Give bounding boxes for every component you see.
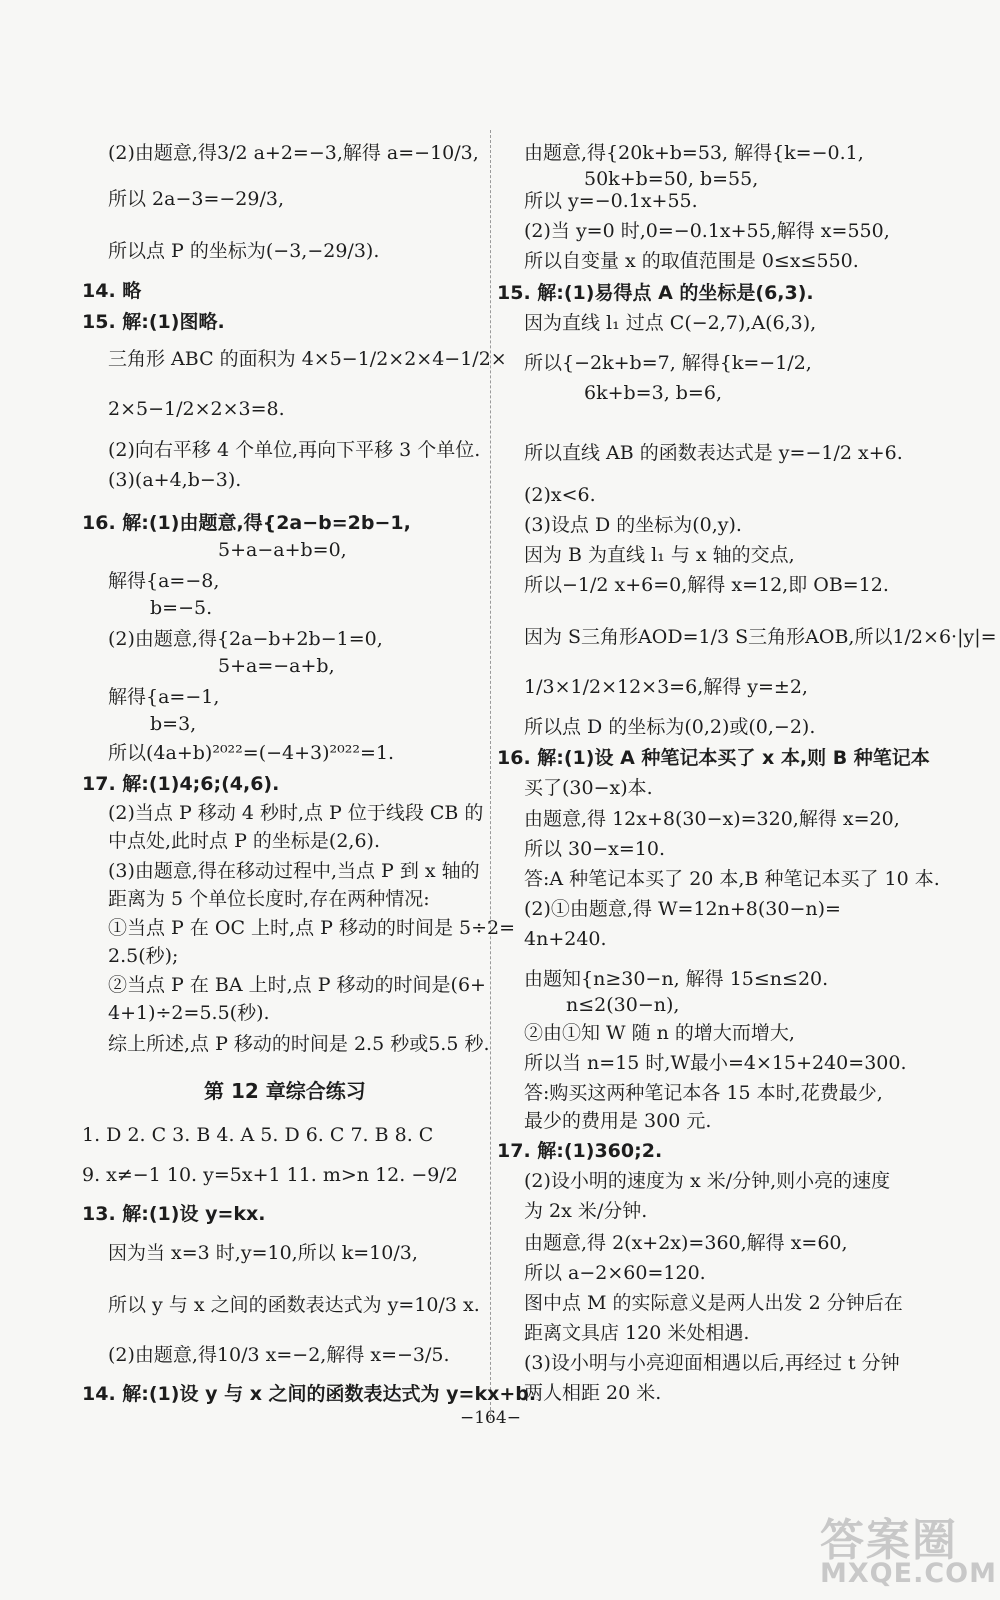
right-text-line: 答:购买这两种笔记本各 15 本时,花费最少,: [524, 1082, 883, 1104]
right-text-line: 由题意,得 2(x+2x)=360,解得 x=60,: [524, 1232, 848, 1254]
watermark: [820, 1504, 997, 1596]
right-text-line: n≤2(30−n),: [566, 994, 680, 1016]
right-text-line: 由题知{n≥30−n, 解得 15≤n≤20.: [524, 968, 829, 990]
right-text-line: 因为 S三角形AOD=1/3 S三角形AOB,所以1/2×6·|y|=: [524, 626, 997, 648]
right-text-line: 所以直线 AB 的函数表达式是 y=−1/2 x+6.: [524, 442, 903, 464]
left-text-line: 所以 2a−3=−29/3,: [108, 188, 285, 210]
right-text-line: 所以 30−x=10.: [524, 838, 665, 860]
left-text-line: ②当点 P 在 BA 上时,点 P 移动的时间是(6+: [108, 974, 486, 996]
right-text-line: 1/3×1/2×12×3=6,解得 y=±2,: [524, 676, 808, 698]
left-text-line: 17. 解:(1)4;6;(4,6).: [82, 773, 280, 795]
right-text-line: 为 2x 米/分钟.: [524, 1200, 648, 1222]
left-text-line: (2)由题意,得10/3 x=−2,解得 x=−3/5.: [108, 1344, 450, 1366]
left-text-line: 16. 解:(1)由题意,得{2a−b=2b−1,: [82, 512, 411, 534]
right-text-line: 16. 解:(1)设 A 种笔记本买了 x 本,则 B 种笔记本: [497, 747, 930, 769]
right-text-line: 17. 解:(1)360;2.: [497, 1140, 663, 1162]
right-text-line: 买了(30−x)本.: [524, 777, 653, 799]
left-text-line: 第 12 章综合练习: [204, 1079, 366, 1103]
right-text-line: 所以自变量 x 的取值范围是 0≤x≤550.: [524, 250, 859, 272]
left-text-line: (2)由题意,得3/2 a+2=−3,解得 a=−10/3,: [108, 142, 479, 164]
right-text-line: 最少的费用是 300 元.: [524, 1110, 712, 1132]
left-text-line: 13. 解:(1)设 y=kx.: [82, 1203, 266, 1225]
left-text-line: 2×5−1/2×2×3=8.: [108, 398, 285, 420]
left-text-line: 综上所述,点 P 移动的时间是 2.5 秒或5.5 秒.: [108, 1033, 490, 1055]
right-text-line: (2)当 y=0 时,0=−0.1x+55,解得 x=550,: [524, 220, 890, 242]
watermark-url: MXQE.COM: [820, 1558, 997, 1589]
page-number: −164−: [460, 1408, 521, 1428]
right-text-line: 所以 y=−0.1x+55.: [524, 190, 698, 212]
right-text-line: (2)x<6.: [524, 484, 596, 506]
left-text-line: 所以(4a+b)²⁰²²=(−4+3)²⁰²²=1.: [108, 742, 395, 764]
right-text-line: 所以点 D 的坐标为(0,2)或(0,−2).: [524, 716, 816, 738]
right-text-line: ②由①知 W 随 n 的增大而增大,: [524, 1022, 795, 1044]
right-text-line: (2)设小明的速度为 x 米/分钟,则小亮的速度: [524, 1170, 891, 1192]
column-divider: [490, 130, 491, 1420]
left-text-line: 距离为 5 个单位长度时,存在两种情况:: [108, 888, 430, 910]
right-text-line: (3)设小明与小亮迎面相遇以后,再经过 t 分钟: [524, 1352, 900, 1374]
right-text-line: 因为 B 为直线 l₁ 与 x 轴的交点,: [524, 544, 795, 566]
watermark-logo: 答案圈: [820, 1515, 958, 1566]
left-text-line: 14. 解:(1)设 y 与 x 之间的函数表达式为 y=kx+b.: [82, 1383, 537, 1405]
left-text-line: 因为当 x=3 时,y=10,所以 k=10/3,: [108, 1242, 418, 1264]
left-text-line: 所以点 P 的坐标为(−3,−29/3).: [108, 240, 380, 262]
left-text-line: 9. x≠−1 10. y=5x+1 11. m>n 12. −9/2: [82, 1164, 458, 1186]
left-text-line: 三角形 ABC 的面积为 4×5−1/2×2×4−1/2×: [108, 348, 507, 370]
right-text-line: 50k+b=50, b=55,: [584, 168, 759, 190]
right-text-line: (2)①由题意,得 W=12n+8(30−n)=: [524, 898, 841, 920]
left-text-line: b=3,: [150, 713, 197, 735]
left-text-line: 所以 y 与 x 之间的函数表达式为 y=10/3 x.: [108, 1294, 480, 1316]
right-text-line: 图中点 M 的实际意义是两人出发 2 分钟后在: [524, 1292, 903, 1314]
left-text-line: 解得{a=−1,: [108, 686, 220, 708]
right-text-line: 由题意,得 12x+8(30−x)=320,解得 x=20,: [524, 808, 900, 830]
left-text-line: 1. D 2. C 3. B 4. A 5. D 6. C 7. B 8. C: [82, 1124, 434, 1146]
left-text-line: 14. 略: [82, 280, 142, 302]
right-text-line: 所以−1/2 x+6=0,解得 x=12,即 OB=12.: [524, 574, 889, 596]
left-text-line: (3)(a+4,b−3).: [108, 469, 242, 491]
right-text-line: 由题意,得{20k+b=53, 解得{k=−0.1,: [524, 142, 864, 164]
right-text-line: 6k+b=3, b=6,: [584, 382, 722, 404]
left-text-line: 4+1)÷2=5.5(秒).: [108, 1002, 270, 1024]
right-text-line: (3)设点 D 的坐标为(0,y).: [524, 514, 742, 536]
right-text-line: 两人相距 20 米.: [524, 1382, 662, 1404]
left-text-line: ①当点 P 在 OC 上时,点 P 移动的时间是 5÷2=: [108, 917, 516, 939]
left-text-line: 5+a=−a+b,: [218, 655, 335, 677]
right-text-line: 答:A 种笔记本买了 20 本,B 种笔记本买了 10 本.: [524, 868, 940, 890]
left-text-line: b=−5.: [150, 597, 213, 619]
right-text-line: 所以 a−2×60=120.: [524, 1262, 706, 1284]
left-text-line: (2)由题意,得{2a−b+2b−1=0,: [108, 628, 383, 650]
left-text-line: 2.5(秒);: [108, 945, 179, 967]
left-text-line: (2)当点 P 移动 4 秒时,点 P 位于线段 CB 的: [108, 802, 484, 824]
left-text-line: (2)向右平移 4 个单位,再向下平移 3 个单位.: [108, 439, 481, 461]
left-text-line: 15. 解:(1)图略.: [82, 311, 225, 333]
right-text-line: 因为直线 l₁ 过点 C(−2,7),A(6,3),: [524, 312, 817, 334]
left-text-line: 中点处,此时点 P 的坐标是(2,6).: [108, 830, 380, 852]
left-text-line: (3)由题意,得在移动过程中,当点 P 到 x 轴的: [108, 860, 480, 882]
right-text-line: 15. 解:(1)易得点 A 的坐标是(6,3).: [497, 282, 814, 304]
left-text-line: 解得{a=−8,: [108, 570, 220, 592]
left-text-line: 5+a−a+b=0,: [218, 539, 347, 561]
right-text-line: 4n+240.: [524, 928, 607, 950]
right-text-line: 距离文具店 120 米处相遇.: [524, 1322, 750, 1344]
right-text-line: 所以{−2k+b=7, 解得{k=−1/2,: [524, 352, 812, 374]
right-text-line: 所以当 n=15 时,W最小=4×15+240=300.: [524, 1052, 907, 1074]
